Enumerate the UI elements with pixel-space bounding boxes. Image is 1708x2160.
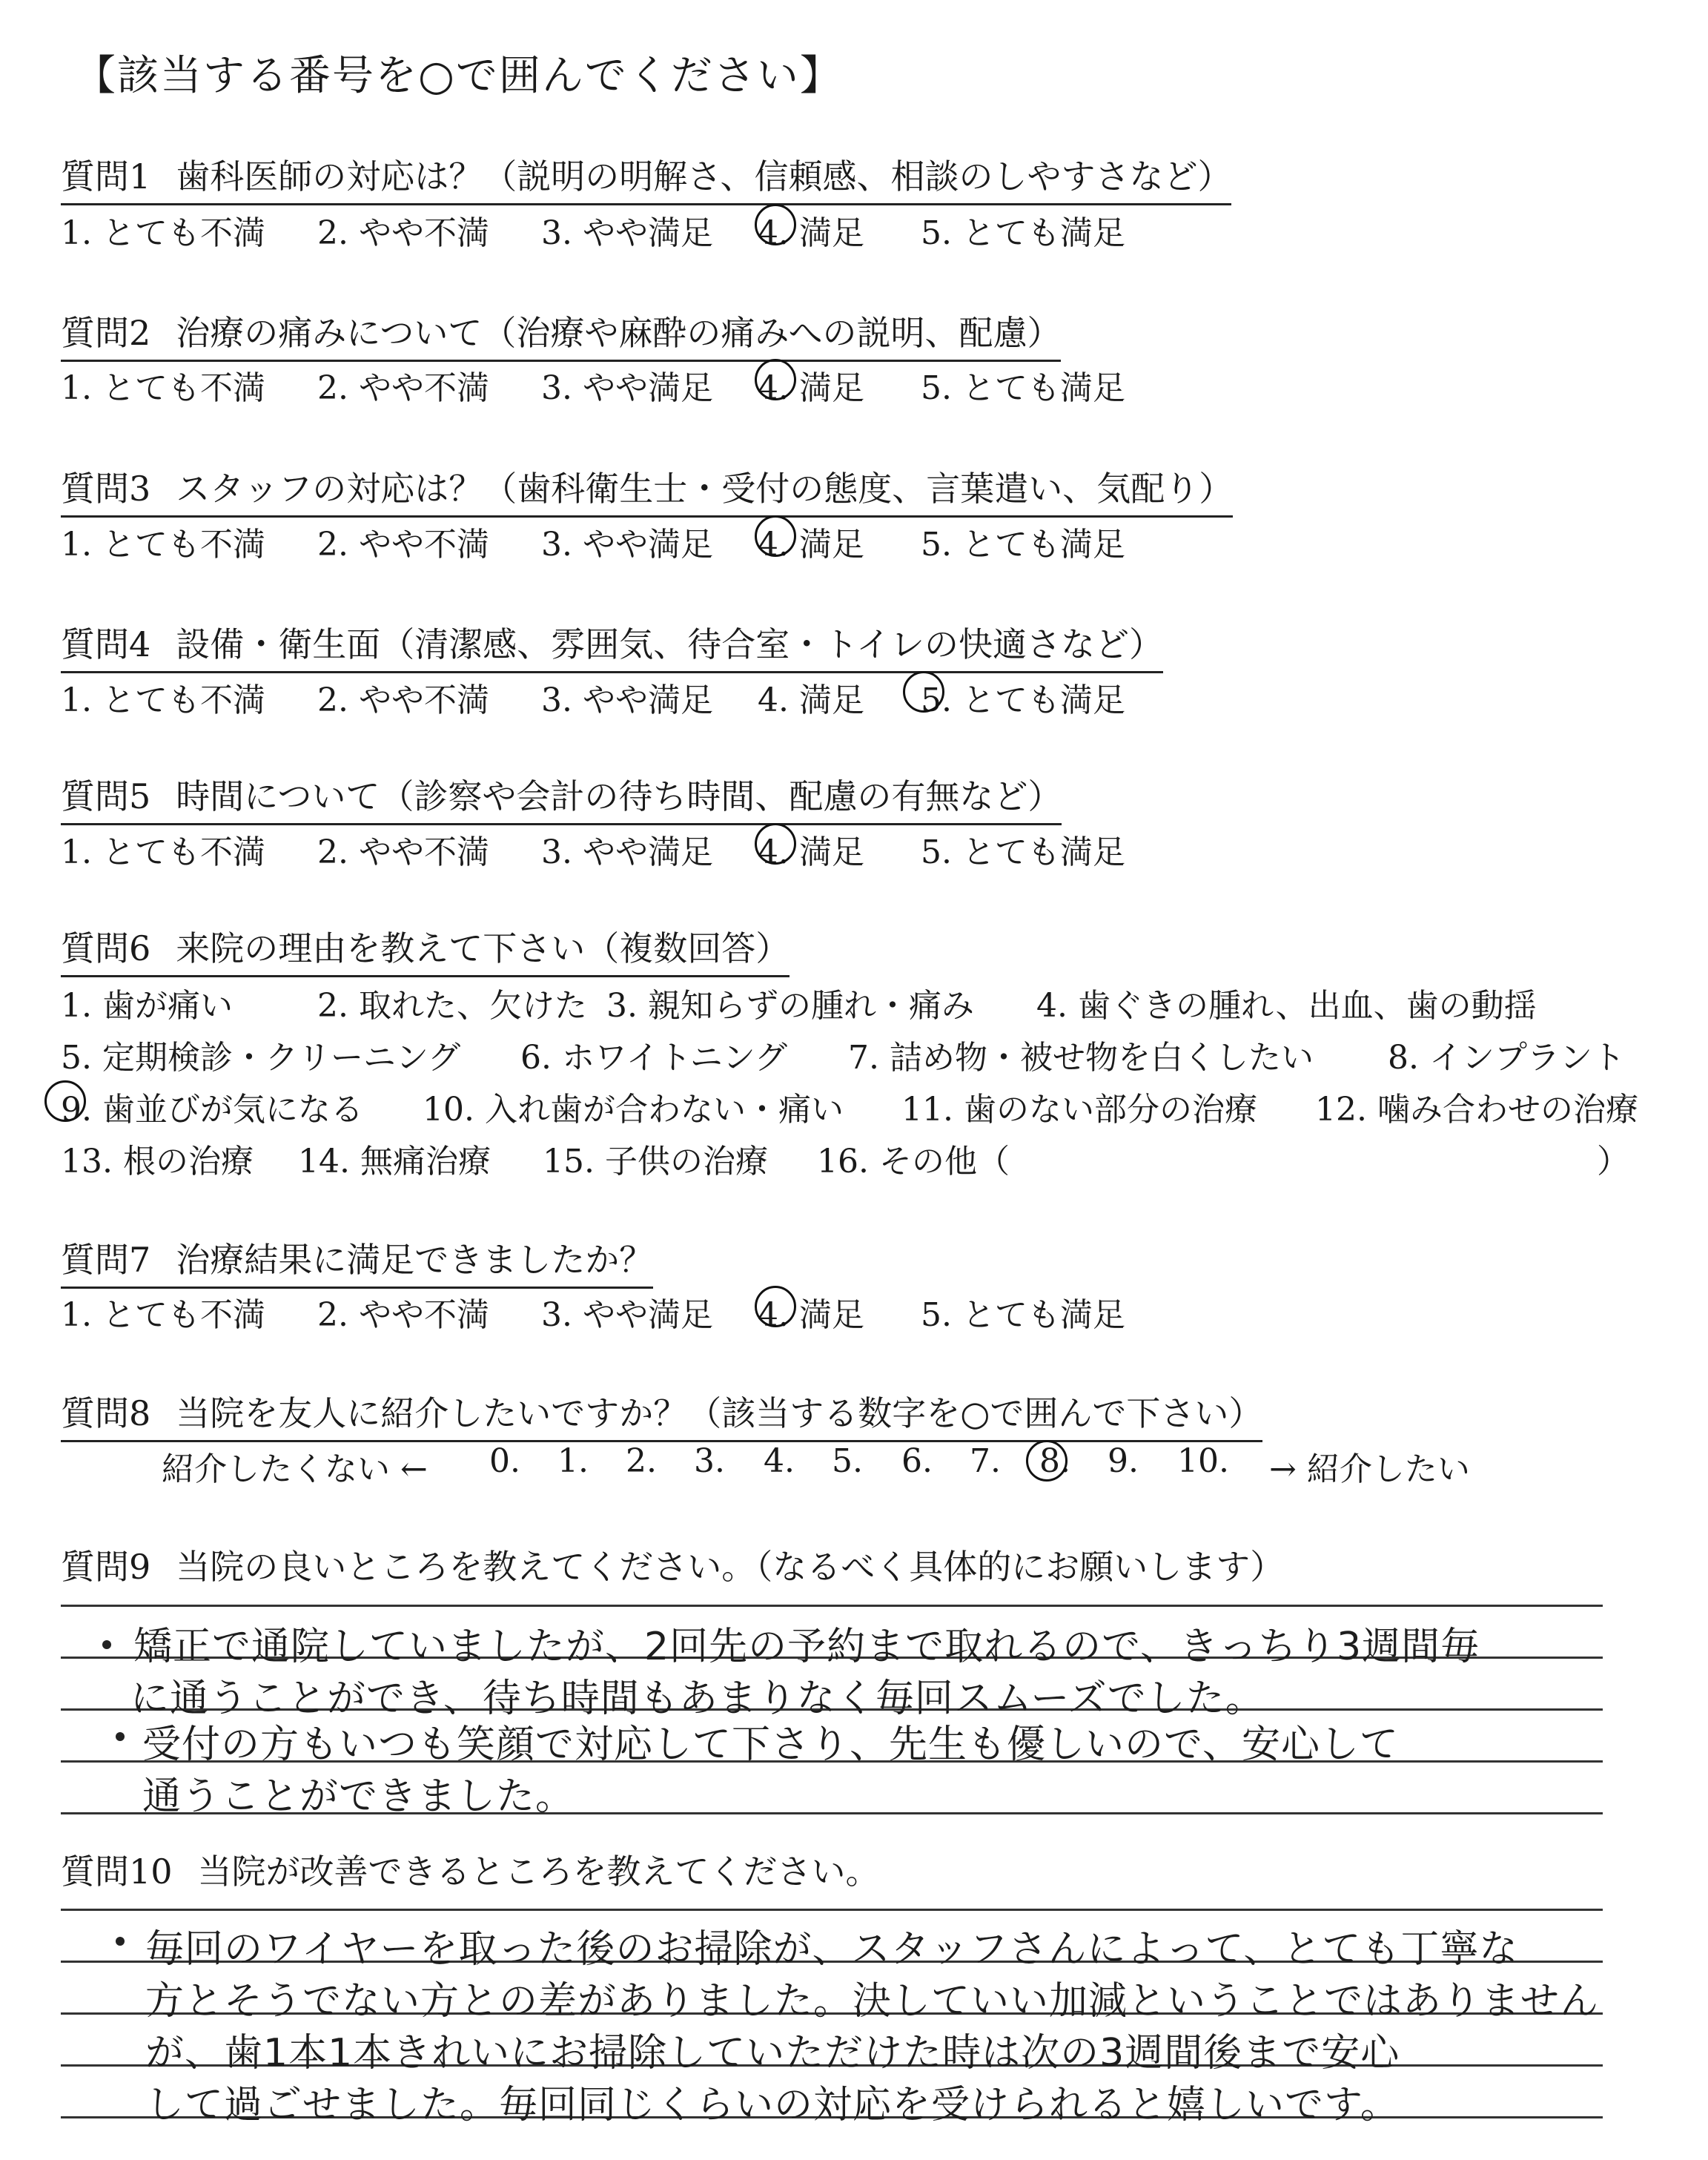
page-title: 【該当する番号を○で囲んでください】: [74, 52, 843, 100]
bullet: [102, 1640, 111, 1649]
question-text: 当院を友人に紹介したいですか？（該当する数字を○で囲んで下さい）: [176, 1393, 1263, 1433]
option-2: 2. やや不満: [317, 526, 489, 564]
option-4: 4. 満足: [758, 681, 864, 719]
option-5: 5. とても満足: [921, 526, 1125, 564]
question-number: 質問1: [61, 156, 151, 196]
handwritten-answer-line: 通うことができました。: [142, 1774, 575, 1819]
reason-option: 9. 歯並びが気になる: [61, 1091, 363, 1129]
scale-6: 6.: [901, 1442, 933, 1480]
scale-10: 10.: [1177, 1442, 1229, 1480]
scale-5: 5.: [832, 1442, 863, 1480]
ruled-line: [61, 1605, 1603, 1607]
option-3: 3. やや満足: [541, 369, 713, 407]
selected-answer-circle: [755, 359, 796, 400]
question-text: 当院が改善できるところを教えてください。: [197, 1852, 880, 1892]
option-4: 4. 満足: [758, 1296, 864, 1334]
question-3-heading: [61, 462, 1233, 518]
question-8-heading: [61, 1387, 1262, 1442]
option-5: 5. とても満足: [921, 369, 1125, 407]
question-5-heading: [61, 770, 1062, 825]
handwritten-answer-line: 矯正で通院していましたが、2回先の予約まで取れるので、きっちり3週間毎: [133, 1625, 1480, 1669]
selected-answer-circle: [755, 823, 796, 865]
question-4-heading: [61, 618, 1163, 673]
option-2: 2. やや不満: [317, 214, 489, 252]
question-text: 来院の理由を教えて下さい（複数回答）: [176, 928, 790, 968]
question-number: 質問8: [61, 1393, 151, 1433]
question-6-heading: [61, 922, 790, 977]
question-text: 時間について（診察や会計の待ち時間、配慮の有無など）: [176, 776, 1062, 816]
option-2: 2. やや不満: [317, 833, 489, 871]
question-number: 質問3: [61, 469, 151, 509]
selected-answer-circle: [903, 671, 944, 713]
option-1: 1. とても不満: [61, 214, 265, 252]
reason-option: 16. その他（: [817, 1143, 1010, 1180]
question-9-heading: [61, 1540, 1284, 1593]
option-2: 2. やや不満: [317, 681, 489, 719]
reason-option: ）: [1597, 1143, 1629, 1180]
question-text: 治療の痛みについて（治療や麻酔の痛みへの説明、配慮）: [176, 313, 1062, 353]
option-1: 1. とても不満: [61, 833, 265, 871]
recommend-scale: [0, 1442, 1708, 1494]
handwritten-answer-line: に通うことができ、待ち時間もあまりなく毎回スムーズでした。: [130, 1677, 1265, 1721]
option-3: 3. やや満足: [541, 833, 713, 871]
question-number: 質問4: [61, 624, 151, 664]
option-5: 5. とても満足: [921, 681, 1125, 719]
option-1: 1. とても不満: [61, 1296, 265, 1334]
reason-option: 15. 子供の治療: [543, 1143, 768, 1180]
scale-1: 1.: [557, 1442, 589, 1480]
reason-option: 7. 詰め物・被せ物を白くしたい: [848, 1039, 1314, 1077]
option-3: 3. やや満足: [541, 214, 713, 252]
option-2: 2. やや不満: [317, 369, 489, 407]
question-10-heading: [61, 1845, 880, 1898]
reason-option: 5. 定期検診・クリーニング: [61, 1039, 461, 1077]
option-1: 1. とても不満: [61, 526, 265, 564]
question-number: 質問5: [61, 776, 151, 816]
scale-8: 8.: [1039, 1442, 1070, 1480]
reason-option: 8. インプラント: [1388, 1039, 1625, 1077]
reason-option: 12. 噛み合わせの治療: [1315, 1091, 1638, 1129]
option-1: 1. とても不満: [61, 681, 265, 719]
question-number: 質問6: [61, 928, 151, 968]
question-text: 治療結果に満足できましたか？: [176, 1240, 654, 1280]
question-2-heading: [61, 306, 1061, 362]
selected-answer-circle: [1026, 1440, 1068, 1482]
option-3: 3. やや満足: [541, 681, 713, 719]
question-number: 質問10: [61, 1852, 173, 1892]
option-3: 3. やや満足: [541, 526, 713, 564]
reason-option: 6. ホワイトニング: [520, 1039, 788, 1077]
not-recommend-label: 紹介したくない ←: [162, 1450, 428, 1488]
ruled-line: [61, 1909, 1603, 1911]
reason-option: 13. 根の治療: [61, 1143, 254, 1180]
option-5: 5. とても満足: [921, 1296, 1125, 1334]
reason-option: 14. 無痛治療: [298, 1143, 491, 1180]
option-4: 4. 満足: [758, 369, 864, 407]
option-1: 1. とても不満: [61, 369, 265, 407]
scale-0: 0.: [489, 1442, 520, 1480]
question-text: 歯科医師の対応は？（説明の明解さ、信頼感、相談のしやすさなど）: [176, 156, 1232, 196]
option-2: 2. やや不満: [317, 1296, 489, 1334]
question-number: 質問7: [61, 1240, 151, 1280]
question-7-heading: [61, 1233, 653, 1289]
handwritten-answer-line: 方とそうでない方との差がありました。決していい加減ということではありません: [145, 1979, 1600, 2024]
question-text: 当院の良いところを教えてください。（なるべく具体的にお願いします）: [176, 1547, 1285, 1587]
selected-answer-circle: [44, 1080, 86, 1122]
bullet: [116, 1732, 125, 1741]
handwritten-answer-line: 毎回のワイヤーを取った後のお掃除が、スタッフさんによって、とても丁寧な: [145, 1927, 1519, 1972]
handwritten-answer-line: して過ごせました。毎回同じくらいの対応を受けられると嬉しいです。: [145, 2083, 1400, 2127]
reason-option: 2. 取れた、欠けた: [317, 987, 587, 1025]
reason-option: 4. 歯ぐきの腫れ、出血、歯の動揺: [1036, 987, 1537, 1025]
recommend-label: → 紹介したい: [1269, 1450, 1470, 1488]
option-4: 4. 満足: [758, 833, 864, 871]
question-text: 設備・衛生面（清潔感、雰囲気、待合室・トイレの快適さなど）: [176, 624, 1163, 664]
question-1-heading: [61, 150, 1231, 205]
handwritten-answer-line: が、歯1本1本きれいにお掃除していただけた時は次の3週間後まで安心: [145, 2031, 1400, 2075]
handwritten-answer-line: 受付の方もいつも笑顔で対応して下さり、先生も優しいので、安心して: [142, 1723, 1399, 1767]
option-3: 3. やや満足: [541, 1296, 713, 1334]
reason-option: 1. 歯が痛い: [61, 987, 233, 1025]
question-number: 質問2: [61, 313, 151, 353]
selected-answer-circle: [755, 1286, 796, 1327]
scale-4: 4.: [764, 1442, 795, 1480]
reason-option: 11. 歯のない部分の治療: [901, 1091, 1257, 1129]
question-number: 質問9: [61, 1547, 151, 1587]
selected-answer-circle: [755, 515, 796, 557]
reason-option: 3. 親知らずの腫れ・痛み: [606, 987, 974, 1025]
scale-2: 2.: [626, 1442, 657, 1480]
option-5: 5. とても満足: [921, 214, 1125, 252]
option-4: 4. 満足: [758, 526, 864, 564]
scale-9: 9.: [1108, 1442, 1139, 1480]
selected-answer-circle: [755, 204, 796, 245]
scale-7: 7.: [970, 1442, 1001, 1480]
bullet: [116, 1937, 125, 1946]
question-text: スタッフの対応は？（歯科衛生士・受付の態度、言葉遣い、気配り）: [176, 469, 1234, 509]
option-4: 4. 満足: [758, 214, 864, 252]
option-5: 5. とても満足: [921, 833, 1125, 871]
scale-3: 3.: [694, 1442, 725, 1480]
reason-option: 10. 入れ歯が合わない・痛い: [423, 1091, 844, 1129]
